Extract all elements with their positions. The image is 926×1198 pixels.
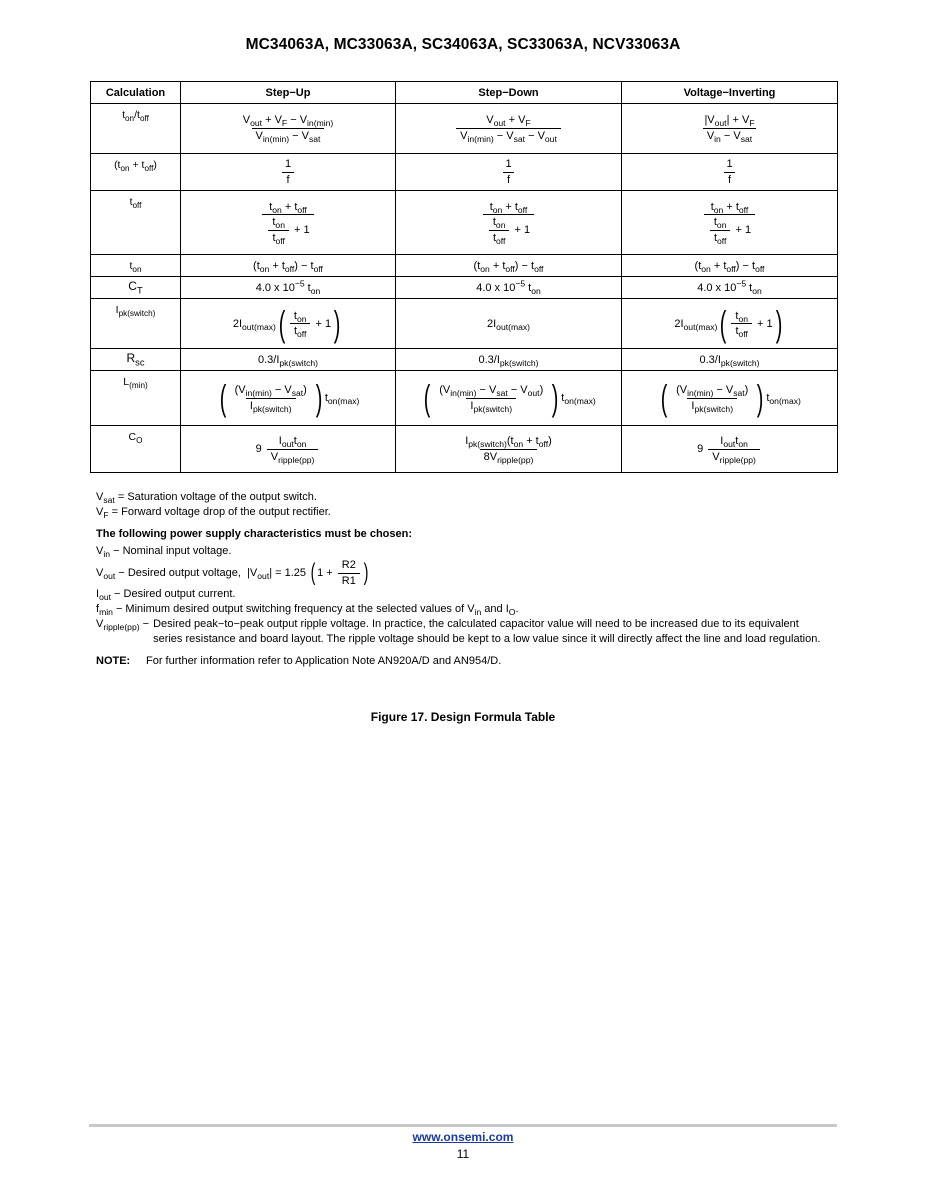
formula-cell: $2I_{out(max)}$( $\frac{t_{on}}{t_{off}}$ + 1) (622, 299, 838, 349)
formula-cell: $\frac{1}{f}$ (181, 154, 396, 191)
table-row (91, 371, 838, 426)
def-fmin: $f_{min}$ − Minimum desired output switching frequency at the selected values of $V_{in}$ and $I_O$. (96, 603, 519, 618)
table-header-row (91, 82, 838, 104)
formula-cell: 4.0 x $10^{-5}$ $t_{on}$ (181, 277, 396, 299)
characteristics-heading: The following power supply characteristics must be chosen: (96, 528, 413, 540)
param-ton: $t_{on}$ (91, 255, 181, 277)
application-note: NOTE: For further information refer to Application Note AN920A/D and AN954/D. (96, 655, 502, 668)
param-ipk-switch: $I_{pk(switch)}$ (91, 299, 181, 349)
param-toff: $t_{off}$ (91, 191, 181, 255)
formula-cell: $(t_{on} + t_{off}) - t_{off}$ (622, 255, 838, 277)
col-header-step-down: Step−Down (396, 82, 622, 104)
formula-cell: ( $\frac{(V_{in(min)} - V_{sat} - V_{out})}{I_{pk(switch)}}$ ) $t_{on(max)}$ (396, 371, 622, 426)
table-row (91, 426, 838, 473)
def-vsat: $V_{sat}$ = Saturation voltage of the output switch. (96, 491, 317, 506)
table-row (91, 255, 838, 277)
formula-cell: ( $\frac{(V_{in(min)} - V_{sat})}{I_{pk(switch)}}$ ) $t_{on(max)}$ (622, 371, 838, 426)
design-formula-table (90, 81, 838, 473)
formula-cell: $2I_{out(max)}$ (396, 299, 622, 349)
param-ton-toff: $t_{on}/t_{off}$ (91, 104, 181, 154)
formula-cell: $(t_{on} + t_{off}) - t_{off}$ (396, 255, 622, 277)
formula-cell: $\frac{|V_{out}| + V_F}{V_{in} - V_{sat}}$ (622, 104, 838, 154)
formula-cell: $\frac{1}{f}$ (622, 154, 838, 191)
website-link[interactable]: www.onsemi.com (412, 1130, 514, 1144)
page-number: 11 (456, 1147, 470, 1161)
formula-cell: $t_{on} + t_{off}$ $\frac{t_{on}}{t_{off}}$ + 1 (622, 191, 838, 255)
param-period: $(t_{on} + t_{off})$ (91, 154, 181, 191)
param-rsc: $R_{sc}$ (91, 349, 181, 371)
table-row (91, 191, 838, 255)
formula-cell: $\frac{V_{out} + V_F - V_{in(min)}}{V_{in(min)} - V_{sat}}$ (181, 104, 396, 154)
def-vin: $V_{in}$ − Nominal input voltage. (96, 545, 232, 560)
formula-cell: $\frac{V_{out} + V_F}{V_{in(min)} - V_{sat} - V_{out}}$ (396, 104, 622, 154)
def-iout: $I_{out}$ − Desired output current. (96, 588, 236, 603)
formula-cell: 9 $\frac{I_{out}t_{on}}{V_{ripple(pp)}}$ (181, 426, 396, 473)
figure-caption: Figure 17. Design Formula Table (370, 710, 556, 724)
formula-cell: $t_{on} + t_{off}$ $\frac{t_{on}}{t_{off}}$ + 1 (396, 191, 622, 255)
formula-cell: $(t_{on} + t_{off}) - t_{off}$ (181, 255, 396, 277)
page-title: MC34063A, MC33063A, SC34063A, SC33063A, NCV33063A (245, 36, 681, 53)
formula-cell: $\frac{1}{f}$ (396, 154, 622, 191)
formula-cell: 9 $\frac{I_{out}t_{on}}{V_{ripple(pp)}}$ (622, 426, 838, 473)
param-ct: $C_T$ (91, 277, 181, 299)
def-vf: $V_F$ = Forward voltage drop of the output rectifier. (96, 506, 331, 521)
formula-cell: $\frac{I_{pk(switch)}(t_{on} + t_{off})}{8V_{ripple(pp)}}$ (396, 426, 622, 473)
col-header-voltage-inverting: Voltage−Inverting (622, 82, 838, 104)
param-lmin: $L_{(min)}$ (91, 371, 181, 426)
table-row (91, 154, 838, 191)
col-header-step-up: Step−Up (181, 82, 396, 104)
def-vout: $V_{out}$ − Desired output voltage, $|V_{out}| = 1.25$ ( 1 + $\frac{R2}{R1}$ ) (96, 559, 369, 587)
formula-cell: $t_{on} + t_{off}$ $\frac{t_{on}}{t_{off}}$ + 1 (181, 191, 396, 255)
formula-cell: $0.3/I_{pk(switch)}$ (622, 349, 838, 371)
table-row (91, 277, 838, 299)
def-vripple: $V_{ripple(pp)}$ − Desired peak−to−peak output ripple voltage. In practice, the calculated capacitor value will need to be increased due to its equivalent series resistance and board layout. The ripple voltage should be kept to a low value since it will directly affect the line and load regulation. (96, 618, 821, 646)
formula-cell: $0.3/I_{pk(switch)}$ (396, 349, 622, 371)
table-row (91, 104, 838, 154)
footer-divider (89, 1124, 837, 1127)
formula-cell: 4.0 x $10^{-5}$ $t_{on}$ (622, 277, 838, 299)
table-row (91, 299, 838, 349)
formula-cell: $2I_{out(max)}$( $\frac{t_{on}}{t_{off}}$ + 1) (181, 299, 396, 349)
param-co: $C_O$ (91, 426, 181, 473)
formula-cell: 4.0 x $10^{-5}$ $t_{on}$ (396, 277, 622, 299)
col-header-calculation: Calculation (91, 82, 181, 104)
definitions-section (96, 490, 826, 669)
formula-cell: $0.3/I_{pk(switch)}$ (181, 349, 396, 371)
table-row (91, 349, 838, 371)
formula-cell: ( $\frac{(V_{in(min)} - V_{sat})}{I_{pk(switch)}}$ ) $t_{on(max)}$ (181, 371, 396, 426)
